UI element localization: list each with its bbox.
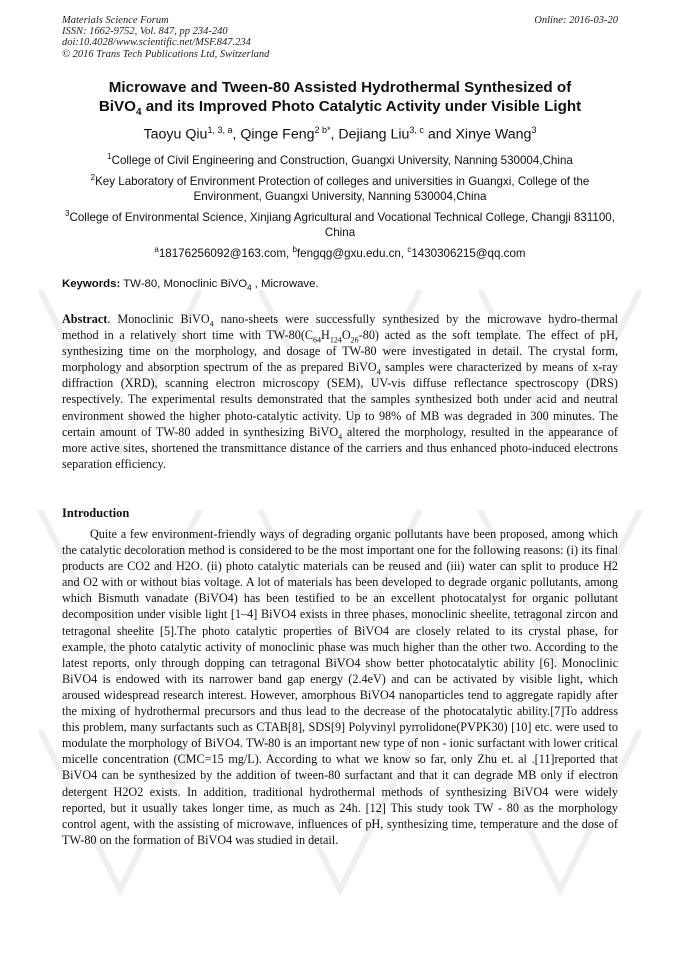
author-name: , Dejiang Liu <box>330 126 410 143</box>
abstract <box>62 311 618 472</box>
abstract-text: samples were characterized by means of x-ray diffraction (XRD), scanning electron microscopy (SEM), UV-vis diffuse reflectance spectroscopy (DRS) respectively. The experimental results demonstrated that the samples synthesized both under acid and neutral environment showed the higher photo-catalytic activity. Up to 98% of MB was degraded in 300 minutes. The certain amount of TW-80 added in synthesizing BiVO <box>62 360 618 439</box>
paper-title <box>60 78 620 122</box>
journal-header <box>62 15 618 60</box>
keywords <box>62 277 618 295</box>
affiliation-text: College of Civil Engineering and Construction, Guangxi University, Nanning 530004,China <box>111 153 573 167</box>
email-sup: a <box>154 245 159 254</box>
title-subscript: 4 <box>135 107 142 119</box>
email-address: fengqg@gxu.edu.cn, <box>296 246 408 260</box>
keywords-label: Keywords: <box>62 278 121 290</box>
affiliation-sup: 2 <box>90 173 96 182</box>
abstract-sub: 26 <box>350 335 359 345</box>
online-date: Online: 2016-03-20 <box>534 15 618 26</box>
email-sup: c <box>407 245 412 254</box>
keywords-text: TW-80, Monoclinic BiVO <box>120 278 248 290</box>
author-sup: 2 b* <box>314 125 331 135</box>
affiliation-sup: 1 <box>107 152 112 161</box>
abstract-text: O <box>341 328 351 343</box>
author-name: Taoyu Qiu <box>143 126 208 143</box>
author-sup: 3, c <box>409 125 424 135</box>
title-line-1: Microwave and Tween-80 Assisted Hydrothermal Synthesized of <box>108 79 572 96</box>
keywords-subscript: 4 <box>247 283 252 293</box>
title-formula: BiVO <box>98 98 136 115</box>
author-list <box>60 121 620 144</box>
affiliation-2 <box>64 170 616 204</box>
abstract-sub: 4 <box>209 319 214 329</box>
title-rest: and its Improved Photo Catalytic Activity under Visible Light <box>141 98 582 115</box>
abstract-sub: 64 <box>313 335 322 345</box>
abstract-text: . Monoclinic BiVO <box>107 312 210 326</box>
abstract-label: Abstract <box>62 312 108 326</box>
email-line <box>64 242 616 261</box>
title-line-2 <box>60 97 620 122</box>
author-sup: 1, 3, a <box>207 125 233 135</box>
author-name: , Qinge Feng <box>232 126 315 143</box>
abstract-sub: 4 <box>338 432 343 442</box>
abstract-text: nano-sheets were successfully synthesized by the microwave hydro-thermal method in a relatively short time with TW-80(C <box>62 312 618 343</box>
abstract-text: altered the morphology, resulted in the appearance of more active sites, shortened the transmittance distance of the carriers and thus enhanced photo-induced electrons separation efficiency. <box>62 424 618 471</box>
affiliation-1 <box>64 149 616 168</box>
author-name: and Xinye Wang <box>423 126 532 143</box>
section-heading-introduction: Introduction <box>62 506 130 520</box>
affiliation-text: College of Environmental Science, Xinjiang Agricultural and Vocational Technical College, Changji 831100, China <box>69 210 615 239</box>
abstract-text: H <box>321 328 330 343</box>
affiliation-3 <box>64 206 616 240</box>
abstract-sub: 4 <box>376 367 381 377</box>
abstract-text: -80) acted as the soft template. The effect of pH, synthesizing time on the morphology, and dosage of TW-80 were investigated in detail. The crystal form, morphology and absorption spectrum of the as prepared BiVO <box>62 328 618 375</box>
keywords-text: , Microwave. <box>251 278 319 290</box>
email-address: 1430306215@qq.com <box>411 246 526 260</box>
journal-name: Materials Science Forum <box>62 15 169 26</box>
author-sup: 3 <box>531 125 537 135</box>
doi-line: doi:10.4028/www.scientific.net/MSF.847.234 <box>62 37 251 49</box>
introduction-paragraph: Quite a few environment-friendly ways of degrading organic pollutants have been proposed, among which the catalytic decoloration method is considered to be the most important one for the following reasons: (i) its final products are CO2 and H2O. (ii) photo catalytic materials can be reused and (iii) water can split to produce H2 and O2 with or without bias voltage. A lot of materials has been developed to degrade organic pollutants, among which Bismuth vanadate (BiVO4) has been testified to be an excellent photocatalyst for organic pollutant decomposition under visible light [1–4] BiVO4 exists in three phases, monoclinic sheelite, tetragonal zircon and tetragonal sheelite [5].The photo catalytic properties of BiVO4 are closely related to its crystal phase, for example, the photo catalytic activity of monoclinic phase was much higher than the other two. According to the latest reports, only through dopping can tetragonal BiVO4 show better photocatalytic ability [6]. Monoclinic BiVO4 is endowed with its narrower band gap energy (2.4eV) and can be activated by visible light, which aroused widespread research interest. However, amorphous BiVO4 nanoparticles tend to aggregate rapidly after the mixing of hydrothermal precursors and thus lead to the decrease of the photocatalytic ability.[7]To address this problem, many surfactants such as CTAB[8], SDS[9] Polyvinyl pyrrolidone(PVPK30) [10] etc. were used to modulate the morphology of BiVO4. TW-80 is an important new type of non - ionic surfactant with lower critical micelle concentration (CMC=15 mg/L). According to what we know so far, only Zhu et. al .[11]reported that BiVO4 can be synthesized by the addition of tween-80 surfactant and that it can degrade MB only if electron detergent H2O2 exists. In addition, traditional hydrothermal methods of synthesizing BiVO4 were widely reported, but it usually takes longer time, as much as 24h. [12] This study took TW - 80 as the morphology control agent, with the assisting of microwave, influences of pH, synthesizing time, temperature and the dose of TW-80 on the formation of BiVO4 was studied in detail. <box>62 527 618 847</box>
abstract-sub: 124 <box>329 335 342 345</box>
affiliation-text: Key Laboratory of Environment Protection of colleges and universities in Guangxi, College of the Environment, Guangxi University, Nanning 530004,China <box>95 174 590 203</box>
issn-line: ISSN: 1662-9752, Vol. 847, pp 234-240 <box>62 26 228 38</box>
affiliation-sup: 3 <box>65 209 70 218</box>
email-address: 18176256092@163.com, <box>158 246 293 260</box>
copyright-line: © 2016 Trans Tech Publications Ltd, Switzerland <box>62 48 270 60</box>
email-sup: b <box>292 245 297 254</box>
